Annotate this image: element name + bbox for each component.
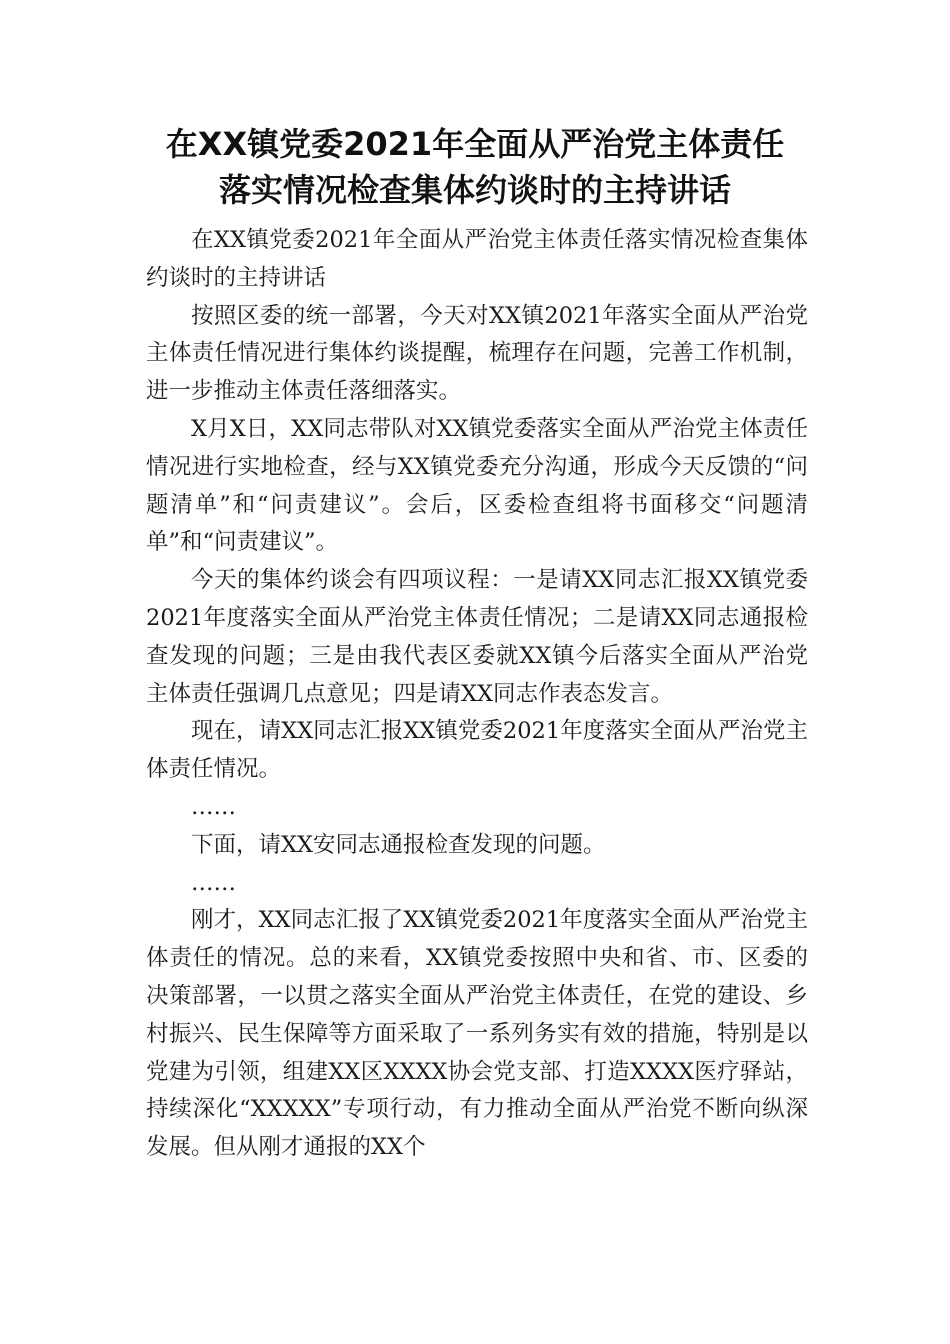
paragraph: 现在，请XX同志汇报XX镇党委2021年度落实全面从严治党主体责任情况。 (146, 718, 808, 783)
paragraph: X月X日，XX同志带队对XX镇党委落实全面从严治党主体责任情况进行实地检查，经与XX镇党委充分沟通，形成今天反馈的“问题清单”和“问责建议”。会后，区委检查组将书面移交“问题清单”和“问责建议”。 (146, 415, 808, 556)
document-title-line-2: 落实情况检查集体约谈时的主持讲话 (218, 171, 731, 209)
ellipsis-paragraph: …… (191, 869, 236, 896)
ellipsis-paragraph: …… (191, 793, 236, 820)
paragraph: 今天的集体约谈会有四项议程：一是请XX同志汇报XX镇党委2021年度落实全面从严治党主体责任情况；二是请XX同志通报检查发现的问题；三是由我代表区委就XX镇今后落实全面从严治党主体责任强调几点意见；四是请XX同志作表态发言。 (146, 567, 808, 707)
paragraph: 在XX镇党委2021年全面从严治党主体责任落实情况检查集体约谈时的主持讲话 (146, 227, 808, 291)
document-title-line-1: 在XX镇党委2021年全面从严治党主体责任 (165, 125, 785, 163)
document-body (146, 222, 808, 1167)
paragraph: 下面，请XX安同志通报检查发现的问题。 (191, 831, 606, 858)
paragraph: 刚才，XX同志汇报了XX镇党委2021年度落实全面从严治党主体责任的情况。总的来看，XX镇党委按照中央和省、市、区委的决策部署，一以贯之落实全面从严治党主体责任，在党的建设、乡村振兴、民生保障等方面采取了一系列务实有效的措施，特别是以党建为引领，组建XX区XXXX协会党支部、打造XXXX医疗驿站，持续深化“XXXXX”专项行动，有力推动全面从严治党不断向纵深发展。但从刚才通报的XX个 (146, 907, 808, 1161)
paragraph: 按照区委的统一部署，今天对XX镇2021年落实全面从严治党主体责任情况进行集体约谈提醒，梳理存在问题，完善工作机制，进一步推动主体责任落细落实。 (146, 302, 808, 405)
